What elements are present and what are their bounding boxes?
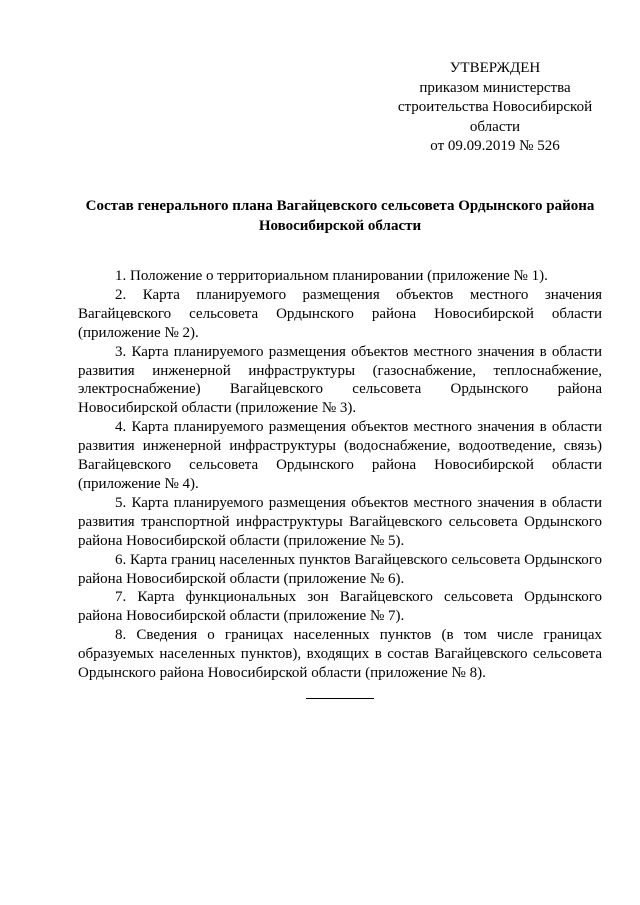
list-item-6: 6. Карта границ населенных пунктов Вагайцевского сельсовета Ордынского района Новосибирской области (приложение № 6). (78, 551, 602, 587)
approval-line: приказом министерства (419, 79, 571, 96)
appendix-list (78, 267, 602, 683)
list-item-7: 7. Карта функциональных зон Вагайцевского сельсовета Ордынского района Новосибирской области (приложение № 7). (78, 589, 602, 625)
approval-heading: УТВЕРЖДЕН (449, 60, 541, 76)
closing-divider-line (306, 698, 374, 699)
approval-stamp (380, 59, 610, 157)
list-item-1: 1. Положение о территориальном планировании (приложение № 1). (115, 268, 548, 284)
list-item-8: 8. Сведения о границах населенных пунктов (в том числе границах образуемых населенных пунктов), входящих в состав Вагайцевского сельсовета Ордынского района Новосибирской области (приложение № 8). (78, 627, 602, 682)
approval-line: области (469, 118, 521, 135)
list-item-2: 2. Карта планируемого размещения объектов местного значения Вагайцевского сельсовета Ордынского района Новосибирской области (приложение № 2). (78, 286, 602, 341)
list-item-3: 3. Карта планируемого размещения объектов местного значения в области развития инженерной инфраструктуры (газоснабжение, теплоснабжение, электроснабжение) Вагайцевского сельсовета Ордынского района Новосибирской области (приложение № 3). (78, 343, 602, 417)
list-item-4: 4. Карта планируемого размещения объектов местного значения в области развития инженерной инфраструктуры (водоснабжение, водоотведение, связь) Вагайцевского сельсовета Ордынского района Новосибирской области (приложение № 4). (78, 419, 602, 492)
document-title: Состав генерального плана Вагайцевского сельсовета Ордынского района Новосибирской области (85, 198, 595, 234)
list-item-5: 5. Карта планируемого размещения объектов местного значения в области развития транспортной инфраструктуры Вагайцевского сельсовета Ордынского района Новосибирской области (приложение № 5). (78, 494, 602, 549)
approval-date-number: от 09.09.2019 № 526 (430, 138, 560, 154)
approval-line: строительства Новосибирской (397, 99, 593, 115)
